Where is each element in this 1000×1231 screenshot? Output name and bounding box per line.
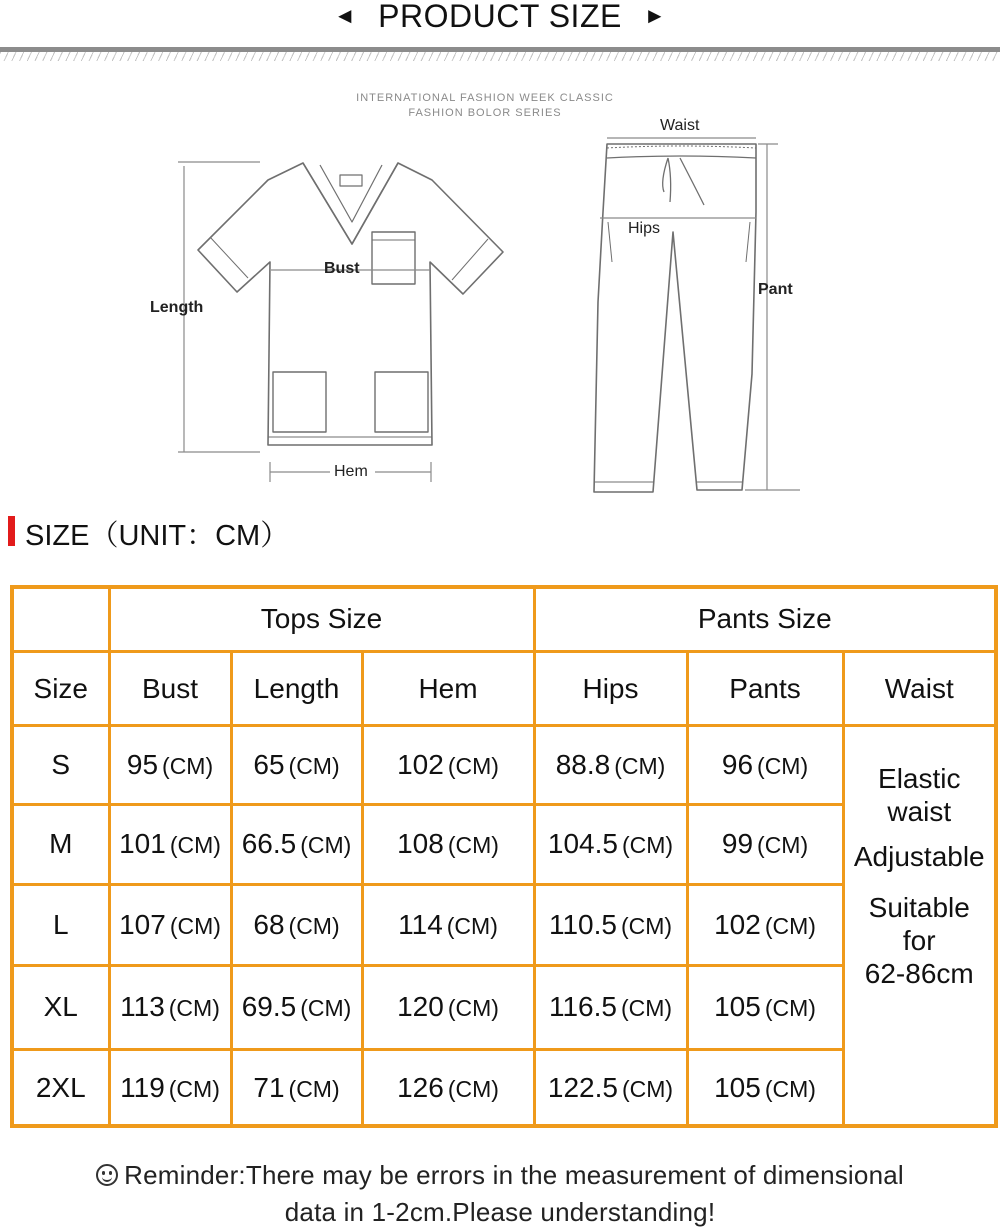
- unit-label: (CM): [621, 1075, 674, 1102]
- waist-note-cell: [843, 726, 996, 1126]
- left-pocket: [273, 372, 326, 432]
- size-cell: S: [12, 726, 109, 804]
- bust-cell: [109, 965, 231, 1049]
- unit-label: (CM): [620, 995, 673, 1022]
- size-cell: L: [12, 885, 109, 965]
- waist-note-line: for: [902, 924, 936, 956]
- unit-label: (CM): [764, 1075, 816, 1102]
- unit-label: (CM): [757, 832, 809, 859]
- hips-value: 104.5: [547, 828, 618, 860]
- waist-label: Waist: [660, 117, 700, 134]
- hem-cell: [362, 1050, 534, 1126]
- hem-cell: [362, 726, 534, 804]
- pants-value: 105: [714, 991, 761, 1023]
- unit-label: (CM): [288, 752, 340, 779]
- pants-value: 99: [721, 828, 754, 860]
- reminder-line-2: data in 1-2cm.Please understanding!: [284, 1197, 716, 1227]
- hips-label: Hips: [628, 220, 661, 237]
- size-cell: XL: [12, 965, 109, 1049]
- col-header-size: Size: [12, 651, 109, 725]
- hips-value: 88.8: [555, 748, 611, 780]
- page-title: [0, 0, 1000, 35]
- pants-value: 102: [714, 908, 761, 940]
- unit-label: (CM): [288, 912, 340, 939]
- bust-cell: [109, 885, 231, 965]
- length-label: Length: [150, 299, 204, 316]
- length-value: 68: [253, 908, 285, 940]
- reminder-line-1-wrap: [40, 1157, 960, 1194]
- brand-line-2: FASHION BOLOR SERIES: [408, 107, 562, 119]
- right-pocket: [375, 372, 428, 432]
- garment-illustration: [0, 62, 1000, 502]
- unit-label: (CM): [447, 832, 499, 859]
- waist-note-line: Adjustable: [853, 840, 985, 872]
- length-value: 66.5: [241, 828, 297, 860]
- hem-label: Hem: [334, 463, 368, 480]
- bust-value: 95: [126, 748, 159, 780]
- size-cell: M: [12, 804, 109, 884]
- hips-value: 116.5: [548, 991, 617, 1023]
- table-group-header-row: [12, 587, 996, 651]
- unit-label: (CM): [447, 995, 499, 1022]
- pants-value: 105: [714, 1071, 761, 1103]
- smiley-icon: [96, 1164, 118, 1186]
- bust-cell: [109, 726, 231, 804]
- length-cell: [231, 885, 362, 965]
- pants-value: 96: [721, 748, 754, 780]
- length-cell: [231, 965, 362, 1049]
- hem-value: 108: [397, 828, 444, 860]
- length-cell: [231, 726, 362, 804]
- table-row: [12, 726, 996, 804]
- hem-value: 114: [398, 908, 443, 940]
- unit-label: (CM): [168, 995, 220, 1022]
- unit-label: (CM): [300, 832, 352, 859]
- brand-line-1: INTERNATIONAL FASHION WEEK CLASSIC: [356, 92, 614, 104]
- hips-value: 110.5: [548, 908, 617, 940]
- length-value: 69.5: [241, 991, 297, 1023]
- bust-value: 107: [119, 908, 166, 940]
- unit-label: (CM): [446, 912, 498, 939]
- garment-drawing: [0, 62, 1000, 502]
- page-title-text: PRODUCT SIZE: [378, 0, 622, 34]
- bust-label: Bust: [324, 260, 360, 277]
- waist-note-line: 62-86cm: [864, 957, 974, 989]
- unit-label: (CM): [764, 912, 816, 939]
- hem-value: 102: [397, 748, 444, 780]
- bust-value: 101: [119, 828, 166, 860]
- page-header: [0, 0, 1000, 62]
- unit-label: (CM): [764, 995, 816, 1022]
- arrow-left-icon: ◄: [333, 3, 357, 28]
- length-cell: [231, 804, 362, 884]
- brand-caption: [320, 91, 650, 121]
- section-title: SIZE（UNIT：CM）: [25, 520, 290, 552]
- hem-value: 126: [397, 1071, 444, 1103]
- unit-label: (CM): [620, 912, 673, 939]
- unit-label: (CM): [614, 752, 666, 779]
- hem-cell: [362, 885, 534, 965]
- col-header-pants: Pants: [687, 651, 843, 725]
- col-header-hem: Hem: [362, 651, 534, 725]
- hips-cell: [534, 1050, 687, 1126]
- waist-note-line: Elastic: [878, 762, 961, 794]
- hips-cell: [534, 885, 687, 965]
- col-header-bust: Bust: [109, 651, 231, 725]
- pants-cell: [687, 726, 843, 804]
- unit-label: (CM): [300, 995, 352, 1022]
- scrub-pants-outline: [594, 144, 756, 492]
- waist-note-line: Suitable: [868, 891, 970, 923]
- unit-label: (CM): [621, 832, 674, 859]
- hem-cell: [362, 804, 534, 884]
- bust-value: 119: [120, 1071, 165, 1103]
- size-table: [10, 585, 998, 1128]
- bust-value: 113: [120, 991, 165, 1023]
- length-value: 71: [253, 1071, 285, 1103]
- hem-value: 120: [397, 991, 444, 1023]
- pants-cell: [687, 804, 843, 884]
- pants-cell: [687, 1050, 843, 1126]
- hips-cell: [534, 804, 687, 884]
- header-hatch: [0, 52, 1000, 61]
- hips-value: 122.5: [547, 1071, 618, 1103]
- table-column-header-row: [12, 651, 996, 725]
- unit-label: (CM): [447, 752, 499, 779]
- hips-cell: [534, 965, 687, 1049]
- reminder-note: [40, 1157, 960, 1231]
- waist-note-line: waist: [887, 795, 952, 827]
- hem-cell: [362, 965, 534, 1049]
- pant-label: Pant: [758, 281, 793, 298]
- unit-label: (CM): [169, 912, 221, 939]
- table-corner-cell: [12, 587, 109, 651]
- bust-cell: [109, 1050, 231, 1126]
- tops-size-header: Tops Size: [109, 587, 534, 651]
- reminder-line-1: Reminder:There may be errors in the measurement of dimensional: [124, 1160, 904, 1190]
- hips-cell: [534, 726, 687, 804]
- unit-label: (CM): [162, 752, 214, 779]
- length-cell: [231, 1050, 362, 1126]
- unit-label: (CM): [447, 1075, 499, 1102]
- unit-label: (CM): [757, 752, 809, 779]
- scrub-top-outline: [198, 163, 503, 445]
- col-header-waist: Waist: [843, 651, 996, 725]
- section-marker: [8, 516, 15, 546]
- size-cell: 2XL: [12, 1050, 109, 1126]
- unit-label: (CM): [168, 1075, 220, 1102]
- pants-cell: [687, 965, 843, 1049]
- unit-label: (CM): [288, 1075, 340, 1102]
- bust-cell: [109, 804, 231, 884]
- length-value: 65: [253, 748, 285, 780]
- unit-label: (CM): [169, 832, 221, 859]
- col-header-length: Length: [231, 651, 362, 725]
- pants-cell: [687, 885, 843, 965]
- pants-size-header: Pants Size: [534, 587, 996, 651]
- col-header-hips: Hips: [534, 651, 687, 725]
- arrow-right-icon: ►: [643, 3, 667, 28]
